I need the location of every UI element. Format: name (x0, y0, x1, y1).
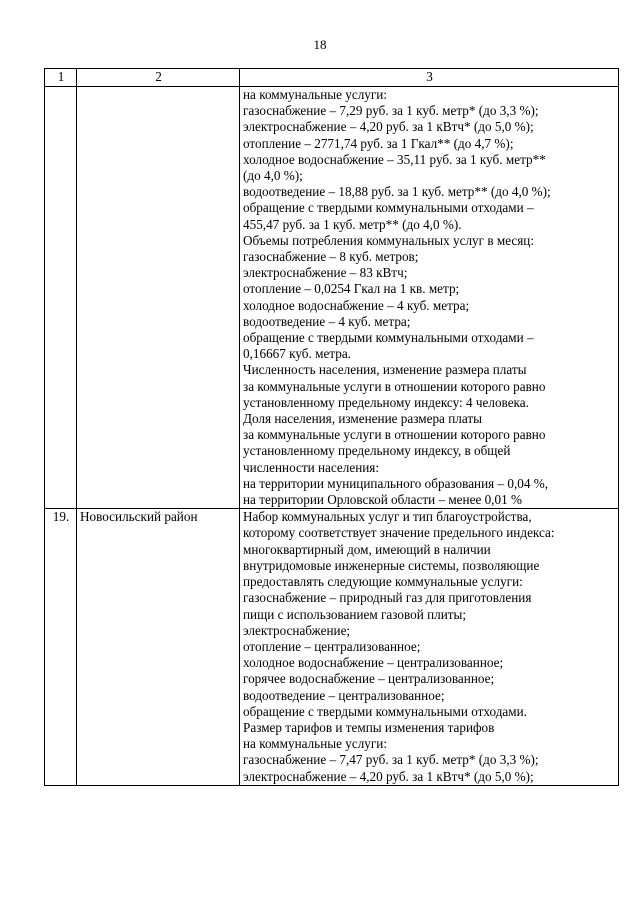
text-line: на территории муниципального образования – 0,04 %, (243, 475, 549, 491)
text-line: холодное водоснабжение – 35,11 руб. за 1 куб. метр** (243, 151, 546, 167)
text-line: (до 4,0 %); (243, 168, 303, 184)
table-row-continued (45, 87, 619, 509)
row-content (240, 509, 619, 785)
row-number: 19. (45, 509, 77, 785)
table-row-19 (45, 509, 619, 785)
text-line: на коммунальные услуги: (243, 87, 388, 102)
text-line: холодное водоснабжение – 4 куб. метра; (243, 297, 470, 313)
text-line: пищи с использованием газовой плиты; (243, 606, 467, 622)
text-line: холодное водоснабжение – централизованное; (243, 655, 504, 671)
text-line: на территории Орловской области – менее 0,01 % (243, 492, 522, 508)
page-number: 18 (313, 37, 327, 52)
tariff-table (44, 68, 619, 786)
row-content (240, 87, 619, 509)
text-line: отопление – 2771,74 руб. за 1 Гкал** (до 4,7 %); (243, 135, 514, 151)
text-line: 455,47 руб. за 1 куб. метр** (до 4,0 %). (243, 216, 462, 232)
text-line: многоквартирный дом, имеющий в наличии (243, 541, 491, 557)
text-line: водоотведение – 4 куб. метра; (243, 313, 411, 329)
text-line: водоотведение – 18,88 руб. за 1 куб. метр** (до 4,0 %); (243, 184, 551, 200)
text-line: установленному предельному индексу, в общей (243, 443, 511, 459)
row-number (45, 87, 77, 509)
text-line: газоснабжение – 7,47 руб. за 1 куб. метр* (до 3,3 %); (243, 752, 539, 768)
table-header-row (45, 69, 619, 87)
text-line: на коммунальные услуги: (243, 736, 388, 752)
text-line: электроснабжение; (243, 622, 351, 638)
text-line: Набор коммунальных услуг и тип благоустройства, (243, 509, 532, 525)
text-line: Численность населения, изменение размера платы (243, 362, 527, 378)
text-line: за коммунальные услуги в отношении которого равно (243, 427, 546, 443)
text-line: 0,16667 куб. метра. (243, 346, 351, 362)
text-line: горячее водоснабжение – централизованное; (243, 671, 495, 687)
text-line: газоснабжение – 8 куб. метров; (243, 249, 419, 265)
text-line: которому соответствует значение предельного индекса: (243, 525, 555, 541)
text-line: установленному предельному индексу: 4 человека. (243, 394, 529, 410)
district-name (77, 87, 240, 509)
header-col-1: 1 (45, 69, 77, 87)
text-line: отопление – 0,0254 Гкал на 1 кв. метр; (243, 281, 460, 297)
text-line: обращение с твердыми коммунальными отходами – (243, 330, 534, 346)
text-line: газоснабжение – 7,29 руб. за 1 куб. метр* (до 3,3 %); (243, 103, 539, 119)
text-line: численности населения: (243, 459, 380, 475)
text-line: обращение с твердыми коммунальными отходами. (243, 703, 527, 719)
text-line: отопление – централизованное; (243, 638, 421, 654)
text-line: внутридомовые инженерные системы, позволяющие (243, 557, 540, 573)
header-col-2: 2 (77, 69, 240, 87)
text-line: электроснабжение – 4,20 руб. за 1 кВтч* (до 5,0 %); (243, 119, 534, 135)
text-line: Объемы потребления коммунальных услуг в месяц: (243, 232, 535, 248)
text-line: Доля населения, изменение размера платы (243, 411, 482, 427)
text-line: газоснабжение – природный газ для приготовления (243, 590, 532, 606)
header-col-3: 3 (240, 69, 619, 87)
text-line: за коммунальные услуги в отношении которого равно (243, 378, 546, 394)
text-line: электроснабжение – 4,20 руб. за 1 кВтч* (до 5,0 %); (243, 768, 534, 784)
text-line: Размер тарифов и темпы изменения тарифов (243, 719, 495, 735)
text-line: обращение с твердыми коммунальными отходами – (243, 200, 534, 216)
district-name: Новосильский район (77, 509, 240, 785)
text-line: водоотведение – централизованное; (243, 687, 445, 703)
text-line: предоставлять следующие коммунальные услуги: (243, 574, 523, 590)
text-line: электроснабжение – 83 кВтч; (243, 265, 408, 281)
